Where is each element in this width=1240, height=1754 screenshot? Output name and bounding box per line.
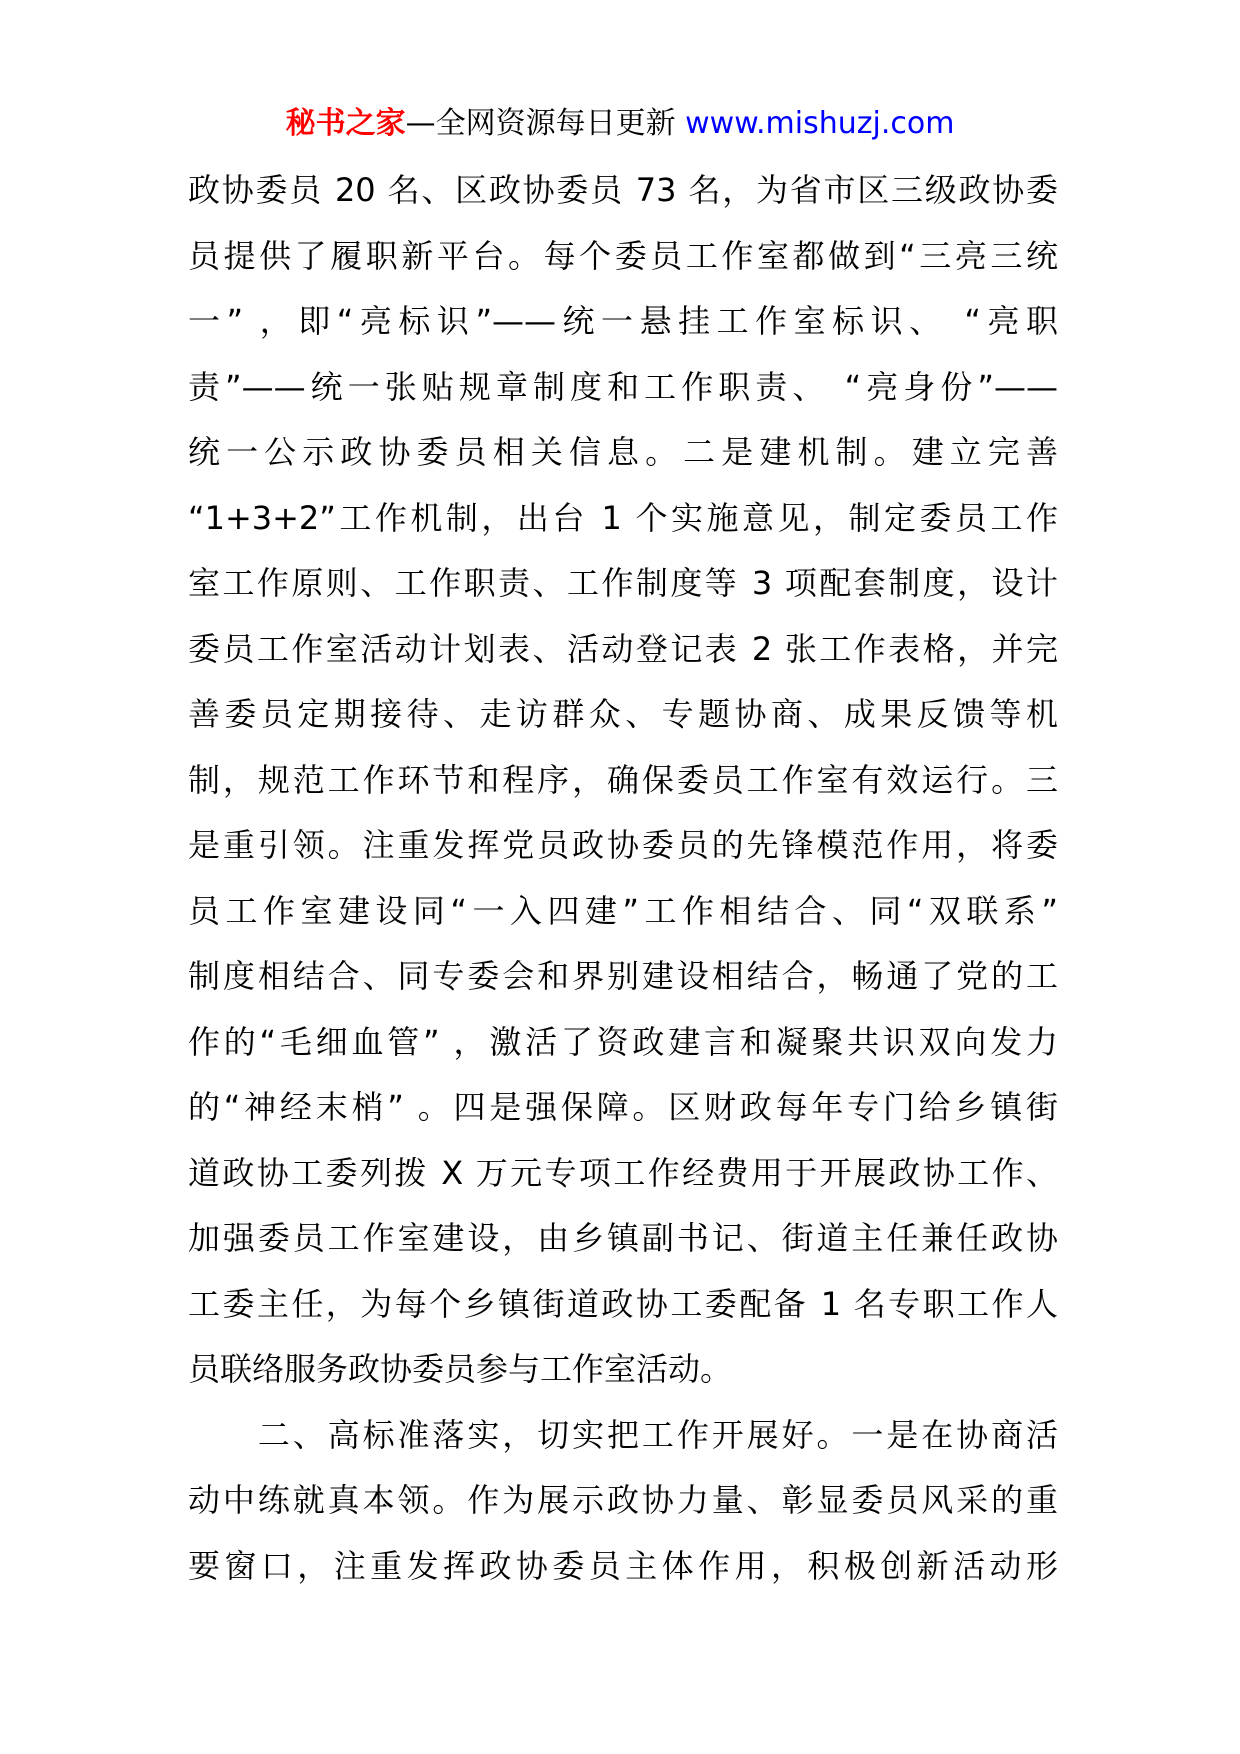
text-line: 统一公示政协委员相关信息。二是建机制。建立完善 [188, 433, 1058, 471]
text-line: 动中练就真本领。作为展示政协力量、彰显委员风采的重 [188, 1481, 1058, 1519]
text-line: 员工作室建设同“一入四建”工作相结合、同“双联系” [188, 891, 1058, 930]
text-line: 一” ，即“亮标识”——统一悬挂工作室标识、 “亮职 [188, 302, 1058, 340]
text-line: 善委员定期接待、走访群众、专题协商、成果反馈等机 [188, 695, 1058, 733]
text-line: 制，规范工作环节和程序，确保委员工作室有效运行。三 [188, 760, 1058, 799]
body-text [188, 158, 1058, 1599]
text-line: 作的“毛细血管” ，激活了资政建言和凝聚共识双向发力 [188, 1022, 1058, 1061]
text-line: 委员工作室活动计划表、活动登记表 2 张工作表格，并完 [188, 629, 1058, 668]
text-line: 员提供了履职新平台。每个委员工作室都做到“三亮三统 [188, 236, 1058, 275]
text-line: 室工作原则、工作职责、工作制度等 3 项配套制度，设计 [188, 564, 1058, 602]
page-header [0, 104, 1240, 144]
text-line: 责”——统一张贴规章制度和工作职责、 “亮身份”—— [188, 367, 1058, 406]
website-link[interactable]: www.mishuzj.com [685, 106, 955, 141]
text-line: 政协委员 20 名、区政协委员 73 名，为省市区三级政协委 [188, 171, 1058, 209]
text-line: 工委主任，为每个乡镇街道政协工委配备 1 名专职工作人 [188, 1284, 1058, 1323]
text-line: 道政协工委列拨 X 万元专项工作经费用于开展政协工作、 [188, 1153, 1058, 1192]
text-line: 加强委员工作室建设，由乡镇副书记、街道主任兼任政协 [188, 1219, 1058, 1257]
text-line: 二、高标准落实，切实把工作开展好。一是在协商活 [188, 1415, 1058, 1454]
text-line: 员联络服务政协委员参与工作室活动。 [188, 1350, 733, 1388]
brand-name: 秘书之家 [285, 106, 406, 141]
header-slogan: —全网资源每日更新 [405, 106, 676, 141]
text-line: 制度相结合、同专委会和界别建设相结合，畅通了党的工 [188, 957, 1058, 995]
text-line: 要窗口，注重发挥政协委员主体作用，积极创新活动形 [188, 1546, 1058, 1585]
text-line: 是重引领。注重发挥党员政协委员的先锋模范作用，将委 [188, 826, 1058, 864]
text-line: 的“神经末梢” 。四是强保障。区财政每年专门给乡镇街 [188, 1088, 1058, 1126]
text-line: “1+3+2”工作机制，出台 1 个实施意见，制定委员工作 [188, 498, 1058, 537]
